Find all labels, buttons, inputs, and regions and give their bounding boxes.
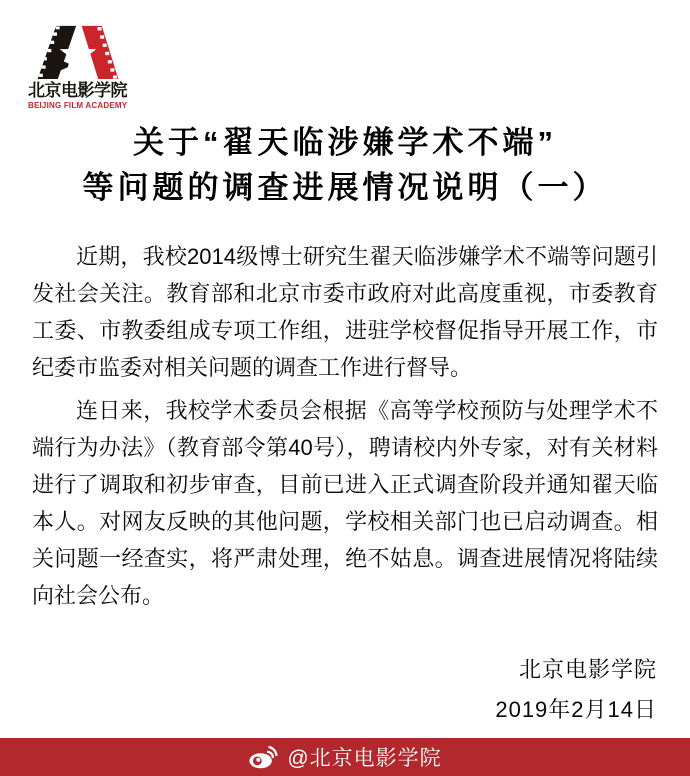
signature-date: 2019年2月14日: [495, 697, 657, 722]
weibo-icon: [248, 745, 278, 770]
announcement-title: [0, 120, 690, 210]
film-strips-and-star-icon: [31, 24, 125, 79]
announcement-body: [32, 238, 658, 614]
title-line-2: 等问题的调查进展情况说明（一）: [82, 170, 608, 205]
signature-block: [495, 650, 657, 730]
body-paragraph-1: 近期，我校2014级博士研究生翟天临涉嫌学术不端等问题引发社会关注。教育部和北京市委市政府对此高度重视，市委教育工委、市教委组成专项工作组，进驻学校督促指导开展工作，市纪委市监委对相关问题的调查工作进行督导。: [32, 244, 658, 380]
weibo-footer-bar: [0, 738, 690, 776]
signature-name: 北京电影学院: [518, 657, 657, 682]
bfa-logo: [28, 24, 148, 110]
logo-name-en: BEIJING FILM ACADEMY: [28, 100, 128, 110]
body-paragraph-2: 连日来，我校学术委员会根据《高等学校预防与处理学术不端行为办法》（教育部令第40号），聘请校内外专家，对有关材料进行了调取和初步审查，目前已进入正式调查阶段并通知翟天临本人。对网友反映的其他问题，学校相关部门也已启动调查。相关问题一经查实，将严肃处理，绝不姑息。调查进展情况将陆续向社会公布。: [32, 398, 658, 608]
title-line-1: 关于“翟天临涉嫌学术不端”: [133, 125, 557, 160]
logo-name-cn: 北京电影学院: [28, 81, 127, 100]
weibo-handle: @北京电影学院: [287, 747, 442, 770]
